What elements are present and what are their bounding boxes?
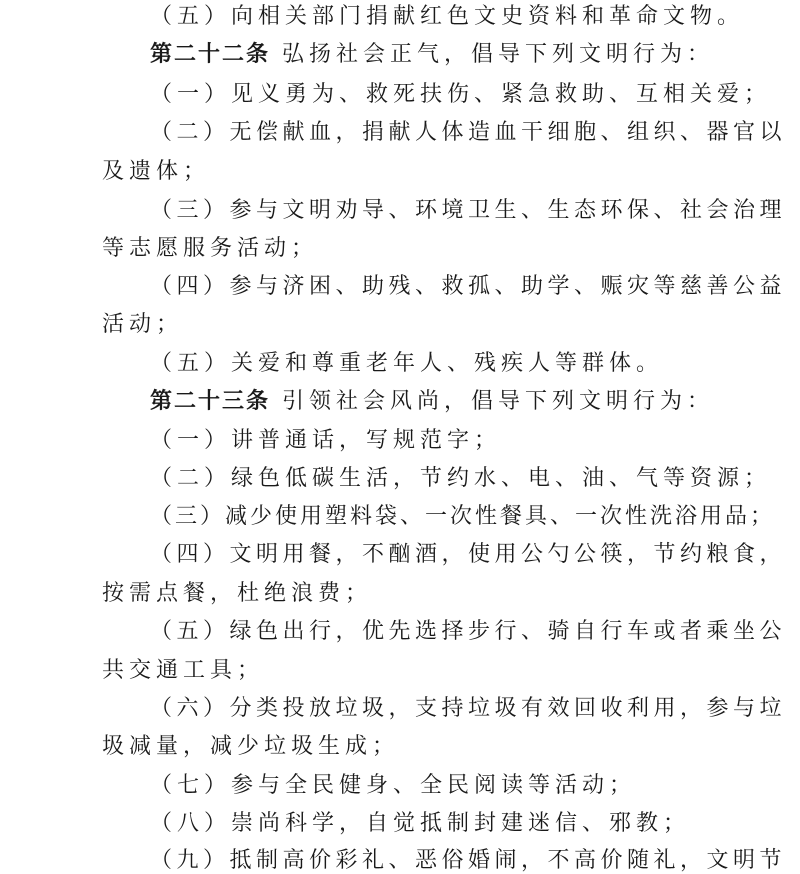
text-line [150,846,786,874]
line-text: 按需点餐，杜绝浪费； [102,581,373,606]
line-text: 圾减量，减少垃圾生成； [102,734,400,759]
article-number: 第二十三条 [150,389,271,414]
text-line [102,234,318,264]
article-heading-line [150,387,714,417]
line-text: （三）减少使用塑料袋、一次性餐具、一次性洗浴用品； [150,504,776,529]
line-text: 共交通工具； [102,658,265,683]
text-line [102,310,183,340]
text-line [150,502,775,532]
text-line [150,118,786,148]
text-line [102,157,210,187]
line-text: （九）抵制高价彩礼、恶俗婚闹，不高价随礼，文明节 [150,848,787,873]
line-text: 及遗体； [102,159,211,184]
article-number: 第二十二条 [150,42,271,67]
line-text: 弘扬社会正气，倡导下列文明行为： [282,42,715,67]
line-text: （五）向相关部门捐献红色文史资料和革命文物。 [150,4,745,29]
line-text: （一）见义勇为、救死扶伤、紧急救助、互相关爱； [150,82,772,107]
text-line [150,694,786,724]
text-line [150,809,690,839]
text-line [102,656,264,686]
text-line [150,80,771,110]
line-text: （二）绿色低碳生活，节约水、电、油、气等资源； [150,466,772,491]
text-line [150,349,663,379]
line-text: 引领社会风尚，倡导下列文明行为： [282,389,715,414]
text-line [102,732,399,762]
line-text: （八）崇尚科学，自觉抵制封建迷信、邪教； [150,811,691,836]
line-text: （二）无偿献血，捐献人体造血干细胞、组织、器官以 [150,120,787,145]
text-line [150,2,744,32]
line-text: （四）参与济困、助残、救孤、助学、赈灾等慈善公益 [150,274,787,299]
text-line [150,464,771,494]
line-text: （三）参与文明劝导、环境卫生、生态环保、社会治理 [150,198,787,223]
text-line [150,272,786,302]
line-text: （五）绿色出行，优先选择步行、骑自行车或者乘坐公 [150,619,787,644]
line-text: 等志愿服务活动； [102,236,319,261]
text-line [150,617,786,647]
text-line [150,771,636,801]
line-text: （四）文明用餐，不酗酒，使用公勺公筷，节约粮食， [150,542,787,567]
line-text: （一）讲普通话，写规范字； [150,428,502,453]
article-heading-line [150,40,714,70]
text-line [102,579,372,609]
line-text: （五）关爱和尊重老年人、残疾人等群体。 [150,351,664,376]
line-text: 活动； [102,312,184,337]
text-line [150,540,786,570]
text-line [150,196,786,226]
text-line [150,426,501,456]
line-text: （七）参与全民健身、全民阅读等活动； [150,773,637,798]
line-text: （六）分类投放垃圾，支持垃圾有效回收利用，参与垃 [150,696,787,721]
